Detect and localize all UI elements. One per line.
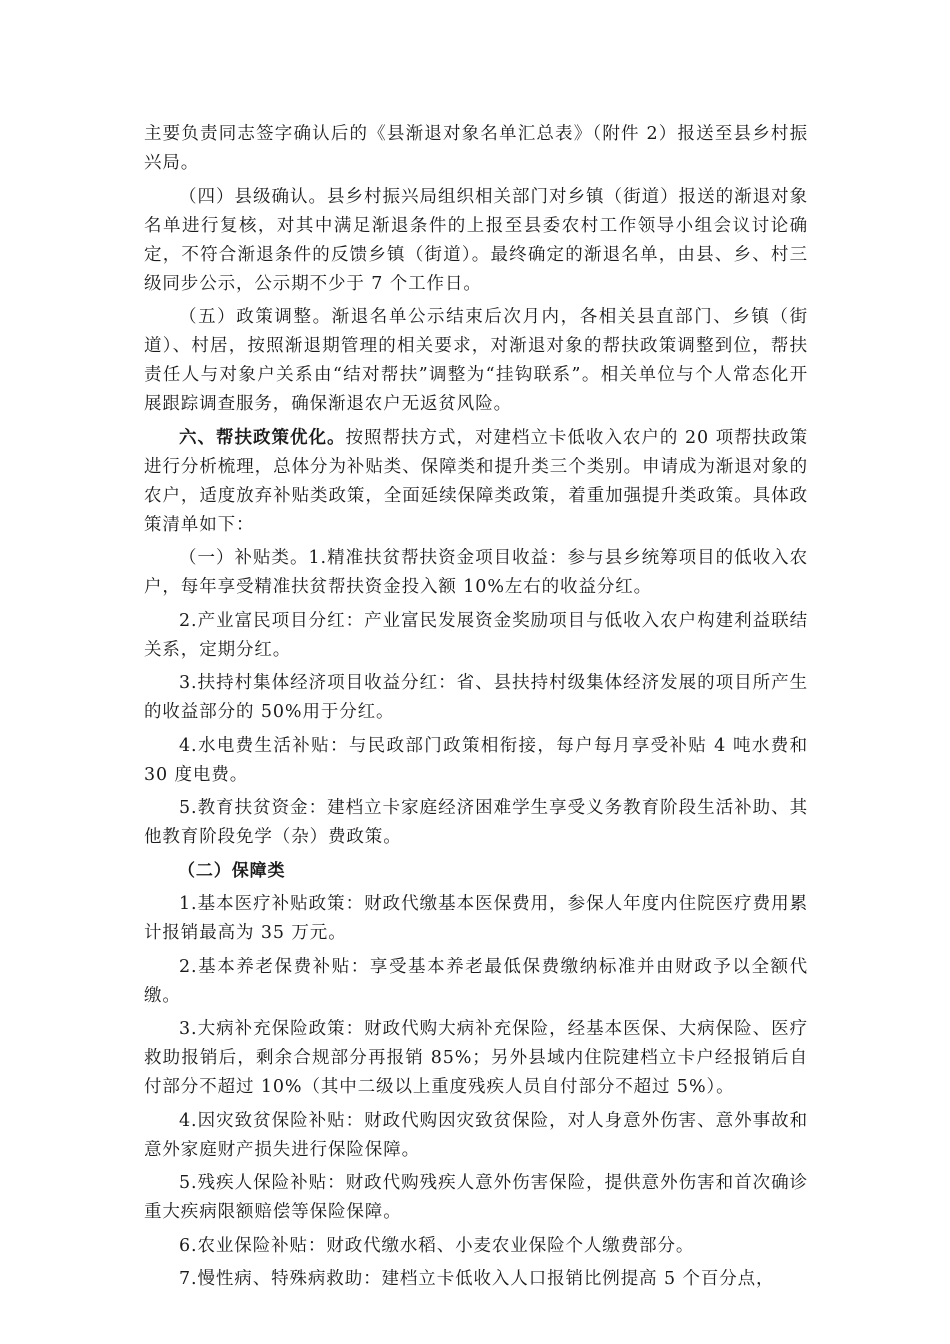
- document-body: [144, 120, 808, 1299]
- paragraph-guarantee-6: 6.农业保险补贴：财政代缴水稻、小麦农业保险个人缴费部分。: [179, 1235, 695, 1256]
- paragraph-subsidy-5: 5.教育扶贫资金：建档立卡家庭经济困难学生享受义务教育阶段生活补助、其他教育阶段免学（杂）费政策。: [144, 798, 808, 847]
- paragraph-subsidy-2: 2.产业富民项目分红：产业富民发展资金奖励项目与低收入农户构建利益联结关系，定期分红。: [144, 610, 808, 660]
- paragraph-guarantee-4: 4.因灾致贫保险补贴：财政代购因灾致贫保险，对人身意外伤害、意外事故和意外家庭财产损失进行保险保障。: [144, 1110, 808, 1160]
- paragraph-guarantee-7: 7.慢性病、特殊病救助：建档立卡低收入人口报销比例提高 5 个百分点，: [179, 1269, 775, 1289]
- section-six-heading: 六、帮扶政策优化。: [179, 427, 346, 448]
- paragraph-guarantee-3: 3.大病补充保险政策：财政代购大病补充保险，经基本医保、大病保险、医疗救助报销后，剩余合规部分再报销 85%；另外县域内住院建档立卡户经报销后自付部分不超过 10%（其中二级以上重度残疾人员自付部分不超过 5%）。: [144, 1019, 808, 1097]
- paragraph-subsidy-4: 4.水电费生活补贴：与民政部门政策相衔接，每户每月享受补贴 4 吨水费和 30 度电费。: [144, 735, 808, 785]
- paragraph-guarantee-2: 2.基本养老保费补贴：享受基本养老最低保费缴纳标准并由财政予以全额代缴。: [144, 956, 808, 1006]
- paragraph-continuation: 主要负责同志签字确认后的《县渐退对象名单汇总表》（附件 2）报送至县乡村振兴局。: [144, 124, 808, 173]
- paragraph-subsidy-1: （一）补贴类。1.精准扶贫帮扶资金项目收益：参与县乡统筹项目的低收入农户，每年享受精准扶贫帮扶资金投入额 10%左右的收益分红。: [144, 548, 808, 597]
- paragraph-policy-optimization: [144, 424, 808, 540]
- heading-guarantee-category: （二）保障类: [178, 860, 286, 881]
- paragraph-guarantee-1: 1.基本医疗补贴政策：财政代缴基本医保费用，参保人年度内住院医疗费用累计报销最高为 35 万元。: [144, 894, 808, 943]
- paragraph-policy-adjustment: （五）政策调整。渐退名单公示结束后次月内，各相关县直部门、乡镇（街道）、村居，按照渐退期管理的相关要求，对渐退对象的帮扶政策调整到位，帮扶责任人与对象户关系由“结对帮扶”调整为“挂钩联系”。相关单位与个人常态化开展跟踪调查服务，确保渐退农户无返贫风险。: [144, 307, 808, 414]
- paragraph-subsidy-3: 3.扶持村集体经济项目收益分红：省、县扶持村级集体经济发展的项目所产生的收益部分的 50%用于分红。: [144, 673, 808, 722]
- paragraph-county-confirmation: （四）县级确认。县乡村振兴局组织相关部门对乡镇（街道）报送的渐退对象名单进行复核，对其中满足渐退条件的上报至县委农村工作领导小组会议讨论确定，不符合渐退条件的反馈乡镇（街道）。最终确定的渐退名单，由县、乡、村三级同步公示，公示期不少于 7 个工作日。: [144, 186, 808, 294]
- section-six-text: 按照帮扶方式，对建档立卡低收入农户的 20 项帮扶政策进行分析梳理，总体分为补贴类、保障类和提升类三个类别。申请成为渐退对象的农户，适度放弃补贴类政策，全面延续保障类政策，着重加强提升类政策。具体政策清单如下：: [144, 427, 808, 535]
- paragraph-guarantee-5: 5.残疾人保险补贴：财政代购残疾人意外伤害保险，提供意外伤害和首次确诊重大疾病限额赔偿等保险保障。: [144, 1173, 808, 1222]
